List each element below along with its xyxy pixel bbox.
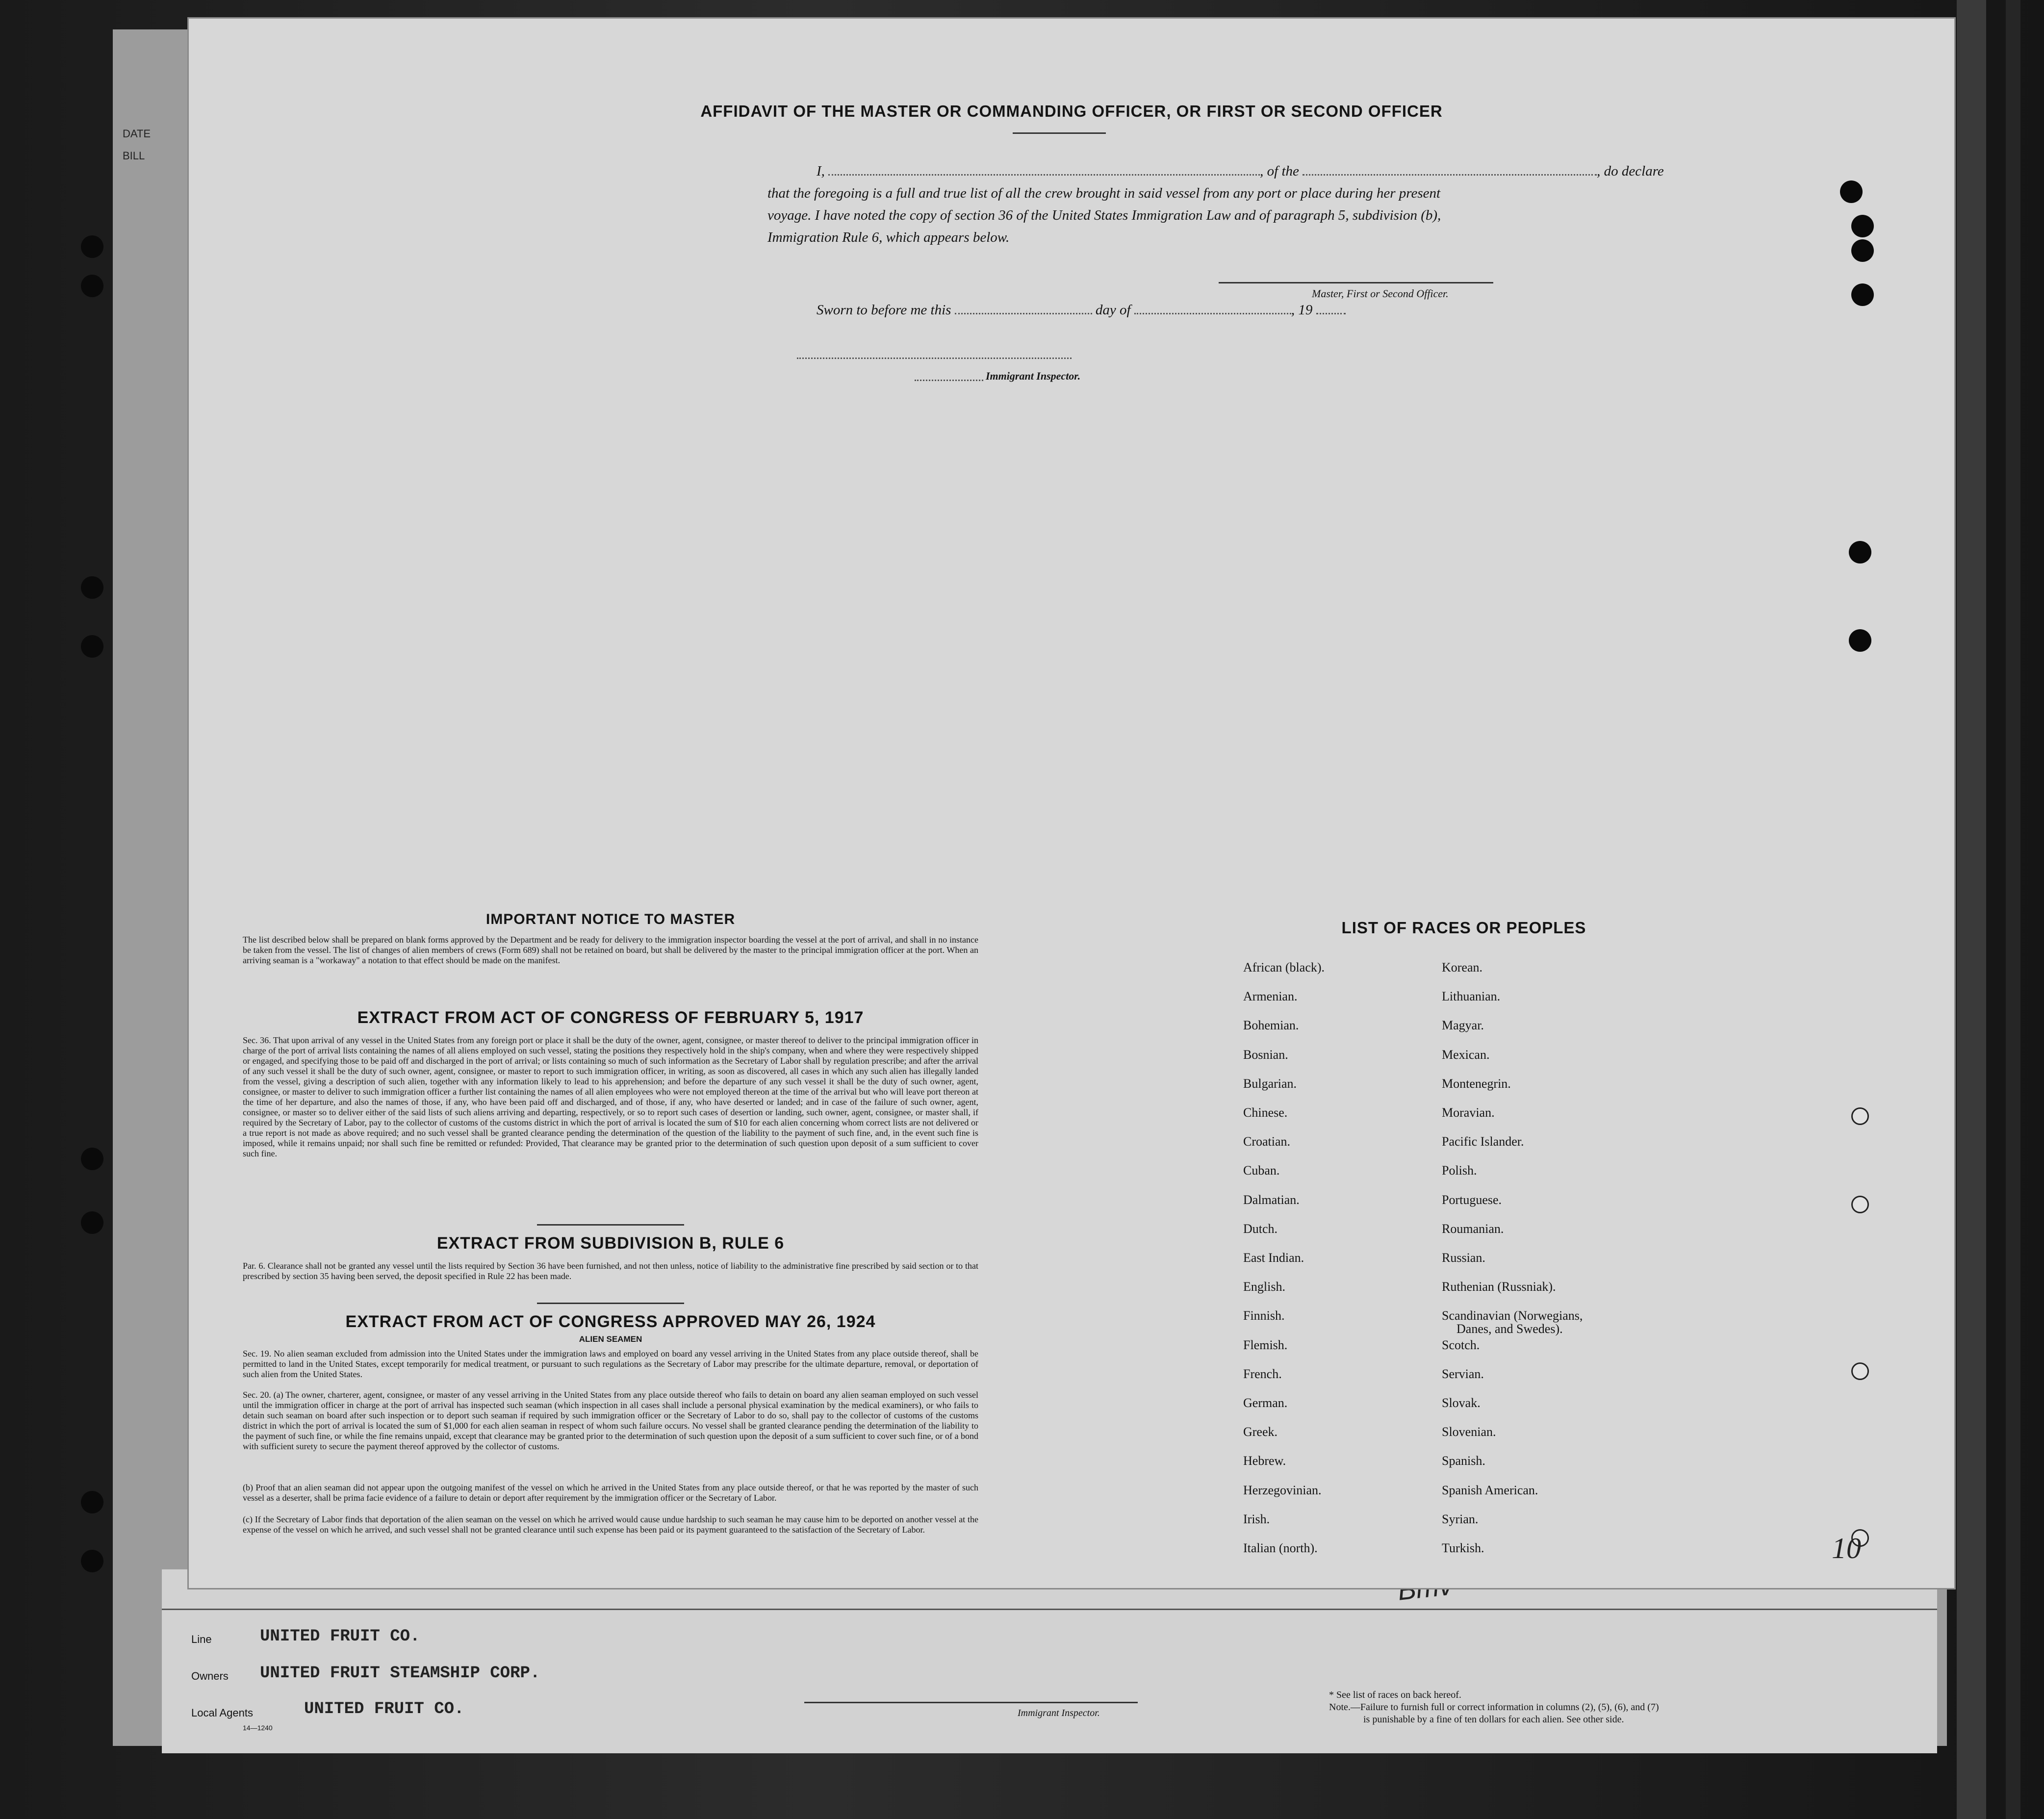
penalty-note-line2: is punishable by a fine of ten dollars for each alien. See other side. bbox=[1363, 1714, 1624, 1725]
race-item: Spanish. bbox=[1442, 1454, 1485, 1468]
race-item: Montenegrin. bbox=[1442, 1076, 1511, 1091]
race-item: Portuguese. bbox=[1442, 1192, 1502, 1207]
binder-hole bbox=[1849, 541, 1871, 564]
race-item: French. bbox=[1243, 1366, 1282, 1381]
owners-value: UNITED FRUIT STEAMSHIP CORP. bbox=[260, 1664, 540, 1683]
race-item: English. bbox=[1243, 1280, 1285, 1294]
sworn-line bbox=[630, 302, 1346, 318]
binder-hole bbox=[81, 1491, 103, 1513]
race-item: Roumanian. bbox=[1442, 1221, 1504, 1236]
race-item: Dalmatian. bbox=[1243, 1192, 1300, 1207]
race-item: Moravian. bbox=[1442, 1105, 1495, 1120]
race-item: Scotch. bbox=[1442, 1337, 1480, 1352]
binder-hole bbox=[81, 235, 103, 258]
race-item: Turkish. bbox=[1442, 1541, 1484, 1555]
see-list-note: * See list of races on back hereof. bbox=[1329, 1690, 1461, 1700]
vessel-name-field[interactable] bbox=[1303, 174, 1597, 176]
binder-hole bbox=[81, 275, 103, 297]
race-item: Bosnian. bbox=[1243, 1047, 1288, 1062]
sec19-text: Sec. 19. No alien seaman excluded from admission into the United States under the immigration laws and employed on board any vessel arriving in the United States from any place outside thereof, shall be permitted to land in the United States, except temporarily for medical treatment, or pursuant to such regulations as the Secretary of Labor may prescribe for the ultimate departure, removal, or deportation of such alien from the United States. bbox=[243, 1349, 978, 1379]
race-item: Magyar. bbox=[1442, 1018, 1484, 1033]
declaration-line-4: Immigration Rule 6, which appears below. bbox=[767, 230, 1010, 245]
alien-seamen-subtitle: ALIEN SEAMEN bbox=[579, 1334, 642, 1344]
declarant-name-field[interactable] bbox=[828, 174, 1260, 176]
penalty-note: Note.—Failure to furnish full or correct information in columns (2), (5), (6), and (7) bbox=[1329, 1702, 1659, 1713]
race-item: Finnish. bbox=[1243, 1308, 1285, 1323]
inspector-signature-line bbox=[804, 1702, 1138, 1703]
section-rule bbox=[537, 1224, 684, 1226]
handwritten-corner-number: 10 bbox=[1832, 1532, 1861, 1564]
race-item: Armenian. bbox=[1243, 989, 1298, 1004]
line-value: UNITED FRUIT CO. bbox=[260, 1627, 420, 1646]
sec20b-text: (b) Proof that an alien seaman did not appear upon the outgoing manifest of the vessel on which he arrived in the United States from any place outside thereof, or that he was reported by the master of such vessel as a deserter, shall be prima facie evidence of a failure to detain or deport after requirement by the immigration officer or the Secretary of Labor. bbox=[243, 1483, 978, 1503]
binder-hole bbox=[1851, 283, 1874, 306]
affidavit-title: AFFIDAVIT OF THE MASTER OR COMMANDING OFFICER, OR FIRST OR SECOND OFFICER bbox=[700, 102, 1443, 120]
extract-1924-title: EXTRACT FROM ACT OF CONGRESS APPROVED MAY 26, 1924 bbox=[345, 1312, 876, 1331]
affidavit-inspector-label: Immigrant Inspector. bbox=[986, 370, 1081, 382]
section-rule bbox=[537, 1303, 684, 1304]
declaration-line-2: that the foregoing is a full and true list of all the crew brought in said vessel from any port or place during her present bbox=[767, 185, 1441, 201]
race-item: Pacific Islander. bbox=[1442, 1134, 1524, 1149]
title-rule bbox=[1013, 132, 1106, 134]
race-item: Croatian. bbox=[1243, 1134, 1291, 1149]
form-number: 14—1240 bbox=[243, 1724, 273, 1732]
race-item: African (black). bbox=[1243, 960, 1325, 974]
margin-label-date: DATE bbox=[123, 128, 151, 140]
race-item: Mexican. bbox=[1442, 1047, 1490, 1062]
binder-hole bbox=[1851, 215, 1874, 237]
owners-label: Owners bbox=[191, 1670, 229, 1682]
declaration-line-3: voyage. I have noted the copy of section 36 of the United States Immigration Law and of paragraph 5, subdivision (b), bbox=[767, 207, 1441, 223]
agents-value: UNITED FRUIT CO. bbox=[304, 1700, 464, 1718]
binder-hole bbox=[81, 1148, 103, 1170]
race-item: Slovenian. bbox=[1442, 1425, 1496, 1439]
race-scandinavian-continued: Danes, and Swedes). bbox=[1456, 1322, 1563, 1336]
race-item: Lithuanian. bbox=[1442, 989, 1501, 1004]
notice-title: IMPORTANT NOTICE TO MASTER bbox=[485, 911, 736, 927]
master-signature-line[interactable] bbox=[1219, 282, 1493, 283]
extract-1917-title: EXTRACT FROM ACT OF CONGRESS OF FEBRUARY 5, 1917 bbox=[357, 1008, 864, 1027]
sworn-label: Sworn to before me this bbox=[817, 302, 951, 318]
binder-hole bbox=[81, 1211, 103, 1234]
manifest-footer-page bbox=[162, 1569, 1937, 1753]
sworn-day-field[interactable] bbox=[955, 312, 1092, 314]
rule6-text: Par. 6. Clearance shall not be granted any vessel until the lists required by Section 36 have been furnished, and not then unless, notice of liability to the administrative fine prescribed by said section or to that prescribed by section 35 having been served, the deposit specified in Rule 22 has been made. bbox=[243, 1261, 978, 1281]
race-item: Russian. bbox=[1442, 1251, 1485, 1265]
sec20a-text: Sec. 20. (a) The owner, charterer, agent, consignee, or master of any vessel arriving in the United States from any place outside thereof who fails to detain on board any alien seaman employed on such vessel until the immigration officer in charge at the port of arrival has inspected such seaman (which inspection in all cases shall include a personal physical examination by the medical examiners), or who fails to detain such seaman on board after such inspection or to deport such seaman if required by such immigration officer or the Secretary of Labor to do so, shall pay to the collector of customs of the customs district in which the port of arrival is located the sum of $1,000 for each alien seaman in respect of whom such failure occurs. No vessel shall be granted clearance pending the determination of the liability to the payment of such fine, or while the fine remains unpaid, except that clearance may be granted prior to the determination of such question upon the deposit of a sum sufficient to cover such fine, or of a bond with sufficient surety to secure the payment thereof approved by the collector of customs. bbox=[243, 1390, 978, 1451]
sworn-year-field[interactable] bbox=[1316, 312, 1346, 314]
race-item: Irish. bbox=[1243, 1512, 1270, 1526]
binder-edge-strip bbox=[2006, 0, 2020, 1819]
line-label: Line bbox=[191, 1633, 212, 1645]
race-item: Dutch. bbox=[1243, 1221, 1278, 1236]
do-declare-label: , do declare bbox=[1597, 163, 1664, 179]
affidavit-sheet bbox=[189, 19, 1954, 1588]
of-the-label: , of the bbox=[1260, 163, 1299, 179]
race-item: Slovak. bbox=[1442, 1396, 1481, 1410]
rule6-title: EXTRACT FROM SUBDIVISION B, RULE 6 bbox=[436, 1234, 785, 1253]
race-item: Bulgarian. bbox=[1243, 1076, 1297, 1091]
binder-hole bbox=[1849, 629, 1871, 652]
race-item: Korean. bbox=[1442, 960, 1483, 974]
sec20c-text: (c) If the Secretary of Labor finds that deportation of the alien seaman on the vessel on which he arrived would cause undue hardship to such seaman he may cause him to be deported on another vessel at the expense of the vessel on which he arrived, and such vessel shall not be granted clearance until such expense has been paid or its payment guaranteed to the satisfaction of the Secretary of Labor. bbox=[243, 1514, 978, 1535]
sworn-month-field[interactable] bbox=[1134, 312, 1291, 314]
race-item: Bohemian. bbox=[1243, 1018, 1299, 1033]
race-item: Italian (north). bbox=[1243, 1541, 1318, 1555]
year-label: , 19 bbox=[1291, 302, 1313, 318]
inspector-signature-dots[interactable] bbox=[797, 357, 1072, 359]
race-item: Scandinavian (Norwegians, bbox=[1442, 1308, 1583, 1323]
race-item: Cuban. bbox=[1243, 1163, 1280, 1178]
master-signature-label: Master, First or Second Officer. bbox=[1312, 287, 1449, 300]
binder-hole bbox=[1840, 180, 1863, 203]
agents-label: Local Agents bbox=[191, 1707, 253, 1719]
binder-hole bbox=[1851, 1107, 1869, 1125]
race-item: Servian. bbox=[1442, 1366, 1484, 1381]
race-item: Hebrew. bbox=[1243, 1454, 1286, 1468]
binder-hole bbox=[81, 576, 103, 599]
race-item: Greek. bbox=[1243, 1425, 1278, 1439]
race-item: East Indian. bbox=[1243, 1251, 1304, 1265]
notice-text: The list described below shall be prepared on blank forms approved by the Department and be ready for delivery to the immigration inspector boarding the vessel at the port of arrival, and shall in no instance be taken from the vessel. The list of changes of alien members of crews (Form 689) shall not be retained on board, but shall be delivered by the master to the principal immigration officer at the port. When an arriving seaman is a "workaway" a notation to that effect should be made on the manifest. bbox=[243, 935, 978, 965]
declaration-line-1 bbox=[630, 163, 1664, 179]
declarant-prefix: I, bbox=[817, 163, 825, 179]
race-item: Ruthenian (Russniak). bbox=[1442, 1280, 1556, 1294]
margin-label-bill: BILL bbox=[123, 150, 145, 162]
extract-1917-text: Sec. 36. That upon arrival of any vessel in the United States from any foreign port or place it shall be the duty of the owner, agent, consignee, or master thereof to deliver to the principal immigration officer in charge of the port of arrival lists containing the names of all aliens employed on such vessel, stating the positions they respectively hold in the ship's company, when and where they were respectively shipped or engaged, and specifying those to be paid off and discharged in the port of arrival; or lists containing so much of such information as the Secretary of Labor shall by regulation prescribe; and after the arrival of any such vessel it shall be the duty of such owner, agent, consignee, or master to report to such immigration officer, in writing, as soon as discovered, all cases in which any such alien has illegally landed from the vessel, giving a description of such alien, together with any information likely to lead to his apprehension; and before the departure of any such vessel it shall be the duty of such owner, agent, consignee, or master to deliver to such immigration officer a further list containing the names of all alien employees who were not employed thereon at the time of the arrival but who will leave port thereon at the time of her departure, and also the names of those, if any, who have been paid off and discharged, and of those, if any, who have deserted or landed; and in case of the failure of such owner, agent, consignee, or master so to deliver either of the said lists of such aliens arriving and departing, respectively, or so to report such cases of desertion or landing, such owner, agent, consignee, or master shall, if required by the Secretary of Labor, pay to the collector of customs of the customs district in which the port of arrival is located the sum of $10 for each alien concerning whom correct lists are not delivered or a true report is not made as above required; and no such vessel shall be granted clearance pending the determination of the question of the liability to the payment of such fine, and, in the event such fine is imposed, while it remains unpaid; nor shall such fine be remitted or refunded: Provided, That clearance may be granted prior to the determination of such question upon deposit of a sum sufficient to cover such fine. bbox=[243, 1035, 978, 1158]
binder-hole bbox=[1851, 239, 1874, 262]
binder-hole bbox=[1851, 1362, 1869, 1380]
race-item: Polish. bbox=[1442, 1163, 1477, 1178]
race-item: German. bbox=[1243, 1396, 1288, 1410]
race-item: Chinese. bbox=[1243, 1105, 1288, 1120]
binder-hole bbox=[81, 1550, 103, 1572]
binder-edge-strip bbox=[1957, 0, 1986, 1819]
day-of-label: day of bbox=[1095, 302, 1131, 318]
race-item: Spanish American. bbox=[1442, 1483, 1538, 1497]
race-item: Herzegovinian. bbox=[1243, 1483, 1322, 1497]
binder-hole bbox=[1851, 1196, 1869, 1213]
binder-hole bbox=[81, 635, 103, 658]
races-title: LIST OF RACES OR PEOPLES bbox=[1341, 919, 1586, 937]
inspector-signature-dots-short bbox=[915, 379, 983, 381]
race-item: Flemish. bbox=[1243, 1337, 1288, 1352]
race-item: Syrian. bbox=[1442, 1512, 1479, 1526]
footer-inspector-label: Immigrant Inspector. bbox=[1018, 1708, 1100, 1718]
